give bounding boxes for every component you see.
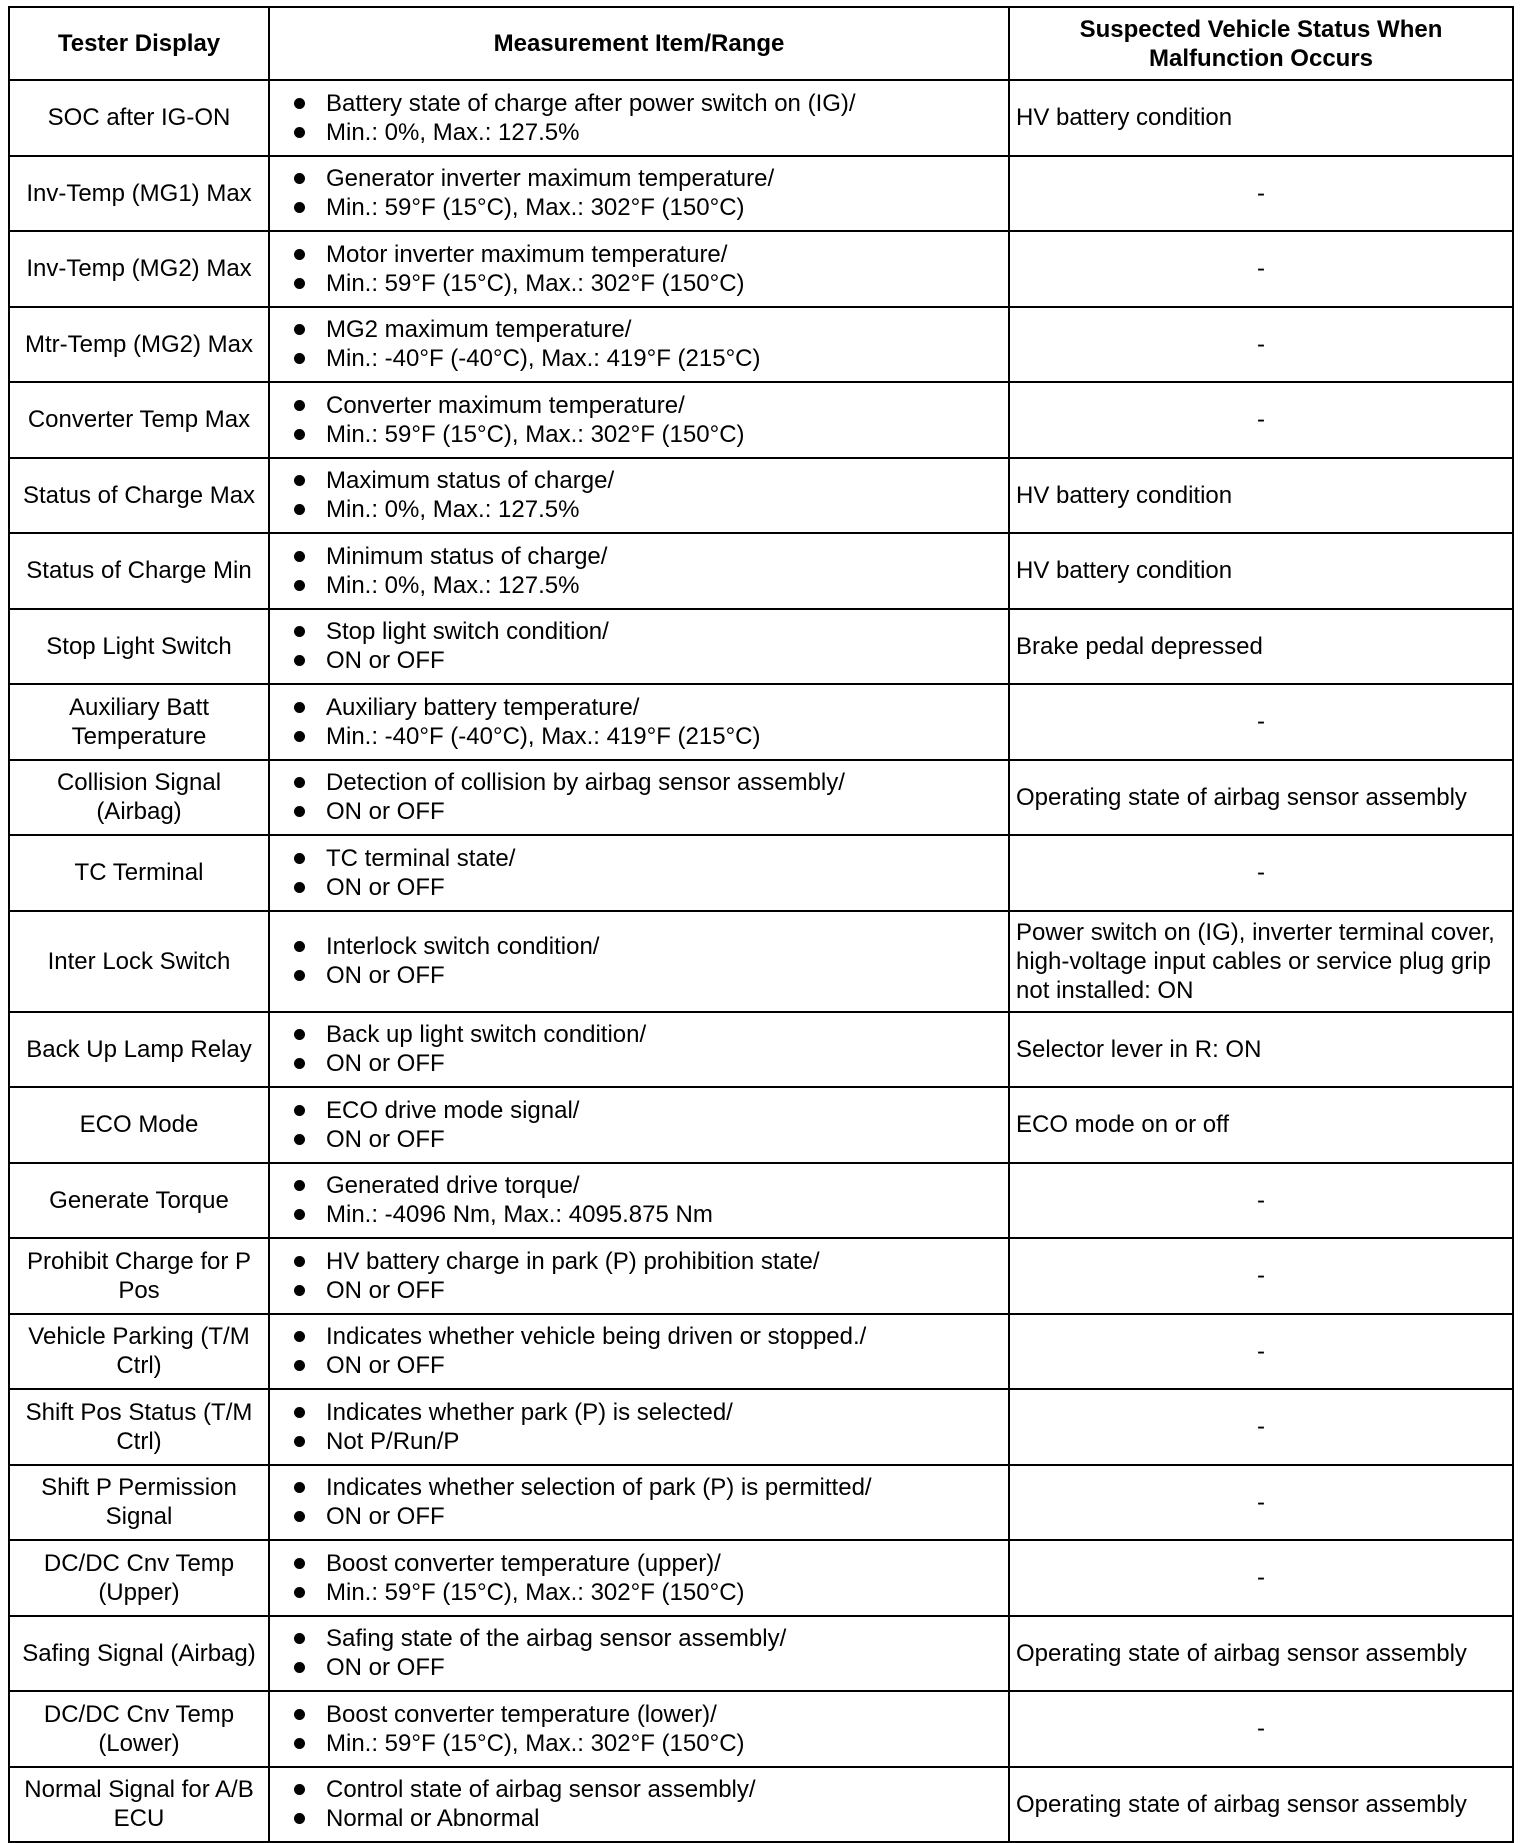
measurement-range: ON or OFF: [292, 1502, 1002, 1531]
tester-display-cell: Collision Signal (Airbag): [9, 760, 269, 836]
measurement-cell: [269, 1465, 1009, 1541]
measurement-cell: [269, 1389, 1009, 1465]
measurement-cell: [269, 307, 1009, 383]
tester-display-cell: Back Up Lamp Relay: [9, 1012, 269, 1088]
tester-display-cell: Stop Light Switch: [9, 609, 269, 685]
tester-display-cell: Shift Pos Status (T/M Ctrl): [9, 1389, 269, 1465]
measurement-range: ON or OFF: [292, 1049, 1002, 1078]
measurement-range: Min.: 0%, Max.: 127.5%: [292, 118, 1002, 147]
measurement-item: Converter maximum temperature/: [292, 391, 1002, 420]
measurement-item: Indicates whether park (P) is selected/: [292, 1398, 1002, 1427]
suspected-status-cell: -: [1009, 684, 1513, 760]
suspected-status-cell: Power switch on (IG), inverter terminal cover, high-voltage input cables or service plug grip not installed: ON: [1009, 911, 1513, 1012]
measurement-range: Min.: -40°F (-40°C), Max.: 419°F (215°C): [292, 722, 1002, 751]
measurement-cell: [269, 533, 1009, 609]
tester-display-cell: Auxiliary Batt Temperature: [9, 684, 269, 760]
suspected-status-cell: -: [1009, 231, 1513, 307]
measurement-range: Normal or Abnormal: [292, 1804, 1002, 1833]
tester-display-cell: Vehicle Parking (T/M Ctrl): [9, 1314, 269, 1390]
data-list-table: [8, 6, 1514, 1843]
measurement-item: Detection of collision by airbag sensor assembly/: [292, 768, 1002, 797]
measurement-item: Battery state of charge after power switch on (IG)/: [292, 89, 1002, 118]
measurement-item: Indicates whether vehicle being driven or stopped./: [292, 1322, 1002, 1351]
measurement-item: Motor inverter maximum temperature/: [292, 240, 1002, 269]
table-row: [9, 911, 1513, 1012]
measurement-cell: [269, 1691, 1009, 1767]
table-row: [9, 760, 1513, 836]
suspected-status-cell: -: [1009, 1691, 1513, 1767]
measurement-range: ON or OFF: [292, 1653, 1002, 1682]
measurement-item: Maximum status of charge/: [292, 466, 1002, 495]
measurement-cell: [269, 835, 1009, 911]
tester-display-cell: Inv-Temp (MG2) Max: [9, 231, 269, 307]
measurement-item: Control state of airbag sensor assembly/: [292, 1775, 1002, 1804]
measurement-item: Boost converter temperature (upper)/: [292, 1549, 1002, 1578]
table-row: [9, 1616, 1513, 1692]
suspected-status-cell: -: [1009, 1314, 1513, 1390]
table-row: [9, 231, 1513, 307]
tester-display-cell: Status of Charge Max: [9, 458, 269, 534]
measurement-cell: [269, 1767, 1009, 1843]
table-row: [9, 80, 1513, 156]
suspected-status-cell: -: [1009, 1465, 1513, 1541]
suspected-status-cell: -: [1009, 307, 1513, 383]
table-row: [9, 1767, 1513, 1843]
tester-display-cell: TC Terminal: [9, 835, 269, 911]
measurement-range: Not P/Run/P: [292, 1427, 1002, 1456]
suspected-status-cell: -: [1009, 382, 1513, 458]
header-measurement-item: Measurement Item/Range: [269, 7, 1009, 80]
measurement-item: HV battery charge in park (P) prohibition state/: [292, 1247, 1002, 1276]
tester-display-cell: DC/DC Cnv Temp (Lower): [9, 1691, 269, 1767]
measurement-cell: [269, 1238, 1009, 1314]
suspected-status-cell: -: [1009, 1163, 1513, 1239]
table-row: [9, 1238, 1513, 1314]
header-tester-display: Tester Display: [9, 7, 269, 80]
measurement-item: Indicates whether selection of park (P) is permitted/: [292, 1473, 1002, 1502]
measurement-cell: [269, 458, 1009, 534]
suspected-status-cell: HV battery condition: [1009, 533, 1513, 609]
measurement-range: ON or OFF: [292, 1276, 1002, 1305]
measurement-item: MG2 maximum temperature/: [292, 315, 1002, 344]
suspected-status-cell: -: [1009, 1389, 1513, 1465]
suspected-status-cell: -: [1009, 1238, 1513, 1314]
tester-display-cell: SOC after IG-ON: [9, 80, 269, 156]
measurement-cell: [269, 1087, 1009, 1163]
measurement-range: ON or OFF: [292, 1125, 1002, 1154]
suspected-status-cell: -: [1009, 1540, 1513, 1616]
table-row: [9, 1087, 1513, 1163]
tester-display-cell: Safing Signal (Airbag): [9, 1616, 269, 1692]
measurement-range: ON or OFF: [292, 797, 1002, 826]
measurement-item: Minimum status of charge/: [292, 542, 1002, 571]
measurement-item: TC terminal state/: [292, 844, 1002, 873]
table-row: [9, 1163, 1513, 1239]
table-row: [9, 684, 1513, 760]
table-row: [9, 1012, 1513, 1088]
measurement-cell: [269, 156, 1009, 232]
table-row: [9, 533, 1513, 609]
measurement-range: ON or OFF: [292, 1351, 1002, 1380]
measurement-range: ON or OFF: [292, 961, 1002, 990]
measurement-item: Generated drive torque/: [292, 1171, 1002, 1200]
measurement-range: ON or OFF: [292, 646, 1002, 675]
measurement-cell: [269, 1163, 1009, 1239]
tester-display-cell: Converter Temp Max: [9, 382, 269, 458]
tester-display-cell: Shift P Permission Signal: [9, 1465, 269, 1541]
measurement-range: Min.: -4096 Nm, Max.: 4095.875 Nm: [292, 1200, 1002, 1229]
suspected-status-cell: Operating state of airbag sensor assembly: [1009, 1767, 1513, 1843]
header-suspected-status: Suspected Vehicle Status When Malfunction Occurs: [1009, 7, 1513, 80]
table-row: [9, 835, 1513, 911]
tester-display-cell: ECO Mode: [9, 1087, 269, 1163]
measurement-cell: [269, 1540, 1009, 1616]
suspected-status-cell: HV battery condition: [1009, 458, 1513, 534]
tester-display-cell: Inter Lock Switch: [9, 911, 269, 1012]
table-row: [9, 609, 1513, 685]
measurement-cell: [269, 684, 1009, 760]
measurement-item: Safing state of the airbag sensor assembly/: [292, 1624, 1002, 1653]
measurement-range: Min.: 59°F (15°C), Max.: 302°F (150°C): [292, 1729, 1002, 1758]
suspected-status-cell: Operating state of airbag sensor assembly: [1009, 1616, 1513, 1692]
measurement-item: ECO drive mode signal/: [292, 1096, 1002, 1125]
table-body: [9, 80, 1513, 1842]
measurement-range: Min.: 59°F (15°C), Max.: 302°F (150°C): [292, 420, 1002, 449]
measurement-range: Min.: -40°F (-40°C), Max.: 419°F (215°C): [292, 344, 1002, 373]
suspected-status-cell: Selector lever in R: ON: [1009, 1012, 1513, 1088]
measurement-item: Stop light switch condition/: [292, 617, 1002, 646]
measurement-range: Min.: 59°F (15°C), Max.: 302°F (150°C): [292, 1578, 1002, 1607]
tester-display-cell: Mtr-Temp (MG2) Max: [9, 307, 269, 383]
measurement-cell: [269, 609, 1009, 685]
measurement-cell: [269, 1012, 1009, 1088]
tester-display-cell: DC/DC Cnv Temp (Upper): [9, 1540, 269, 1616]
measurement-item: Back up light switch condition/: [292, 1020, 1002, 1049]
table-row: [9, 156, 1513, 232]
measurement-item: Generator inverter maximum temperature/: [292, 164, 1002, 193]
tester-display-cell: Generate Torque: [9, 1163, 269, 1239]
measurement-range: ON or OFF: [292, 873, 1002, 902]
table-row: [9, 1540, 1513, 1616]
table-row: [9, 1465, 1513, 1541]
tester-display-cell: Normal Signal for A/B ECU: [9, 1767, 269, 1843]
measurement-cell: [269, 911, 1009, 1012]
suspected-status-cell: -: [1009, 835, 1513, 911]
table-row: [9, 1691, 1513, 1767]
table-row: [9, 458, 1513, 534]
measurement-item: Interlock switch condition/: [292, 932, 1002, 961]
measurement-cell: [269, 80, 1009, 156]
measurement-range: Min.: 59°F (15°C), Max.: 302°F (150°C): [292, 269, 1002, 298]
measurement-range: Min.: 59°F (15°C), Max.: 302°F (150°C): [292, 193, 1002, 222]
measurement-item: Auxiliary battery temperature/: [292, 693, 1002, 722]
measurement-item: Boost converter temperature (lower)/: [292, 1700, 1002, 1729]
measurement-cell: [269, 382, 1009, 458]
measurement-cell: [269, 1314, 1009, 1390]
table-row: [9, 382, 1513, 458]
measurement-range: Min.: 0%, Max.: 127.5%: [292, 571, 1002, 600]
suspected-status-cell: HV battery condition: [1009, 80, 1513, 156]
tester-display-cell: Status of Charge Min: [9, 533, 269, 609]
header-row: [9, 7, 1513, 80]
measurement-cell: [269, 1616, 1009, 1692]
suspected-status-cell: ECO mode on or off: [1009, 1087, 1513, 1163]
table-row: [9, 307, 1513, 383]
suspected-status-cell: Operating state of airbag sensor assembly: [1009, 760, 1513, 836]
suspected-status-cell: -: [1009, 156, 1513, 232]
tester-display-cell: Prohibit Charge for P Pos: [9, 1238, 269, 1314]
suspected-status-cell: Brake pedal depressed: [1009, 609, 1513, 685]
tester-display-cell: Inv-Temp (MG1) Max: [9, 156, 269, 232]
measurement-cell: [269, 760, 1009, 836]
measurement-range: Min.: 0%, Max.: 127.5%: [292, 495, 1002, 524]
table-row: [9, 1389, 1513, 1465]
measurement-cell: [269, 231, 1009, 307]
table-row: [9, 1314, 1513, 1390]
